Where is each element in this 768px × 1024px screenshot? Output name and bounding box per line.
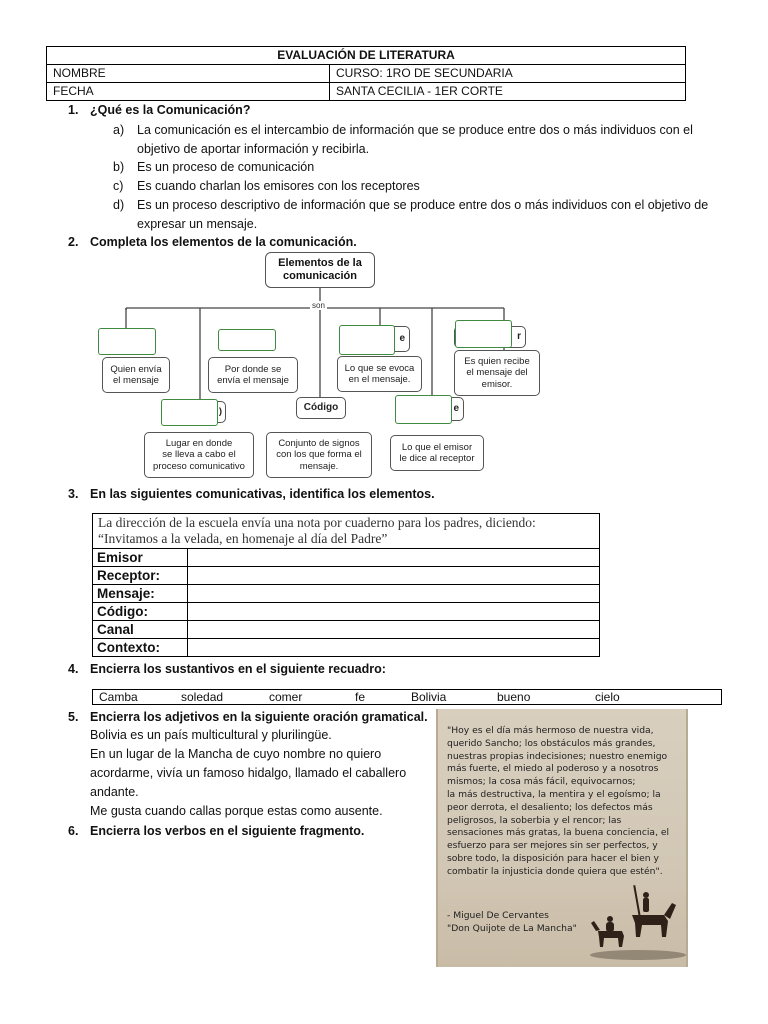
- sentence-line[interactable]: Me gusta cuando callas porque estas como ausente.: [90, 804, 383, 818]
- row-label: Canal: [93, 621, 188, 639]
- elements-table: [92, 513, 600, 657]
- answer-codigo[interactable]: [188, 603, 600, 621]
- question-number: 3.: [68, 487, 79, 501]
- sentence-cell: La dirección de la escuela envía una nota por cuaderno para los padres, diciendo: “Invitamos a la velada, en homenaje al día del Padre”: [93, 514, 600, 549]
- label-codigo: Código: [296, 397, 346, 419]
- question-number: 6.: [68, 824, 79, 838]
- word-item[interactable]: fe: [355, 690, 366, 704]
- option-text: Es un proceso de comunicación: [137, 160, 315, 174]
- sentence-line[interactable]: Bolivia es un país multicultural y plurilingüe.: [90, 728, 332, 742]
- label-box-receptor: r: [454, 326, 526, 348]
- row-label: Código:: [93, 603, 188, 621]
- question-text: Encierra los verbos en el siguiente fragmento.: [90, 824, 365, 838]
- option-letter: d): [113, 198, 125, 212]
- answer-box-receptor[interactable]: [455, 320, 512, 348]
- word-item[interactable]: Bolivia: [411, 690, 447, 704]
- row-label: Receptor:: [93, 567, 188, 585]
- colegio-field: SANTA CECILIA - 1ER CORTE: [330, 83, 686, 101]
- quijote-silhouette-icon: [588, 881, 688, 965]
- question-number: 1.: [68, 103, 79, 117]
- nouns-box: [92, 689, 722, 705]
- word-item[interactable]: bueno: [497, 690, 531, 704]
- communication-diagram: [92, 250, 552, 482]
- answer-emisor[interactable]: [188, 549, 600, 567]
- nombre-field[interactable]: NOMBRE: [47, 65, 330, 83]
- sentence-line[interactable]: En un lugar de la Mancha de cuyo nombre no quiero: [90, 747, 382, 761]
- answer-box-canal[interactable]: [218, 329, 276, 351]
- answer-box-mensaje[interactable]: [395, 395, 452, 424]
- fecha-field[interactable]: FECHA: [47, 83, 330, 101]
- option-text: Es un proceso descriptivo de información que se produce entre dos o más individuos con el objetivo de: [137, 198, 709, 212]
- exam-title: EVALUACIÓN DE LITERATURA: [47, 47, 686, 65]
- row-label: Contexto:: [93, 639, 188, 657]
- answer-box-referente[interactable]: [339, 325, 395, 355]
- answer-receptor[interactable]: [188, 567, 600, 585]
- answer-box-emisor[interactable]: [98, 328, 156, 355]
- desc-emisor: Quien envía el mensaje: [102, 357, 170, 393]
- question-text: ¿Qué es la Comunicación?: [90, 103, 251, 117]
- option-text: Es cuando charlan los emisores con los receptores: [137, 179, 420, 193]
- diagram-title: Elementos de la comunicación: [265, 252, 375, 288]
- option-text: objetivo de aportar información y recibirla.: [137, 141, 370, 156]
- desc-contexto: Lugar en donde se lleva a cabo el proceso comunicativo: [144, 432, 254, 478]
- sentence-line[interactable]: andante.: [90, 785, 139, 799]
- row-label: Emisor: [93, 549, 188, 567]
- question-number: 4.: [68, 662, 79, 676]
- question-number: 5.: [68, 710, 79, 724]
- desc-codigo: Conjunto de signos con los que forma el mensaje.: [266, 432, 372, 478]
- label-box-contexto: ): [164, 401, 226, 423]
- answer-canal[interactable]: [188, 621, 600, 639]
- son-label: son: [312, 301, 325, 310]
- header-table: [46, 46, 686, 101]
- curso-field: CURSO: 1RO DE SECUNDARIA: [330, 65, 686, 83]
- option-letter: b): [113, 160, 125, 174]
- label-box-mensaje: e: [398, 397, 464, 421]
- row-label: Mensaje:: [93, 585, 188, 603]
- question-text: En las siguientes comunicativas, identifica los elementos.: [90, 487, 435, 501]
- desc-referente: Lo que se evoca en el mensaje.: [337, 356, 422, 392]
- option-text: expresar un mensaje.: [137, 216, 258, 231]
- question-text: Completa los elementos de la comunicación.: [90, 235, 357, 249]
- answer-contexto[interactable]: [188, 639, 600, 657]
- quote-author: - Miguel De Cervantes "Don Quijote de La Mancha": [447, 910, 577, 934]
- option-text: La comunicación es el intercambio de información que se produce entre dos o más individuos con el: [137, 123, 693, 137]
- question-text: Encierra los adjetivos en la siguiente oración gramatical.: [90, 710, 428, 724]
- word-item[interactable]: Camba: [99, 690, 138, 704]
- desc-mensaje: Lo que el emisor le dice al receptor: [390, 435, 484, 471]
- word-item[interactable]: soledad: [181, 690, 224, 704]
- desc-canal: Por donde se envía el mensaje: [208, 357, 298, 393]
- option-letter: c): [113, 179, 124, 193]
- question-text: Encierra los sustantivos en el siguiente recuadro:: [90, 662, 386, 676]
- answer-box-contexto[interactable]: [161, 399, 218, 426]
- question-number: 2.: [68, 235, 79, 249]
- word-item[interactable]: comer: [269, 690, 303, 704]
- word-item[interactable]: cielo: [595, 690, 620, 704]
- quote-text: "Hoy es el día más hermoso de nuestra vida, querido Sancho; los obstáculos más grandes, nuestras propias indecisiones; nuestro enemigo más fuerte, el miedo al poderoso y a nosotros mismos; la cosa más fácil, equivocarnos; la más destructiva, la mentira y el egoísmo; la peor derrota, el desaliento; los defectos más peligrosos, la soberbia y el rencor; las sensaciones más gratas, la buena conciencia, el esfuerzo para ser mejores sin ser perfectos, y sobre todo, la disposición para hacer el bien y combatir la injusticia donde quiera que estén".: [447, 725, 670, 877]
- answer-mensaje[interactable]: [188, 585, 600, 603]
- label-box-referente: e: [340, 326, 410, 352]
- option-letter: a): [113, 123, 125, 137]
- sentence-line[interactable]: acordarme, vivía un famoso hidalgo, llamado el caballero: [90, 766, 407, 780]
- desc-receptor: Es quien recibe el mensaje del emisor.: [454, 350, 540, 396]
- quijote-quote-image[interactable]: [436, 709, 688, 967]
